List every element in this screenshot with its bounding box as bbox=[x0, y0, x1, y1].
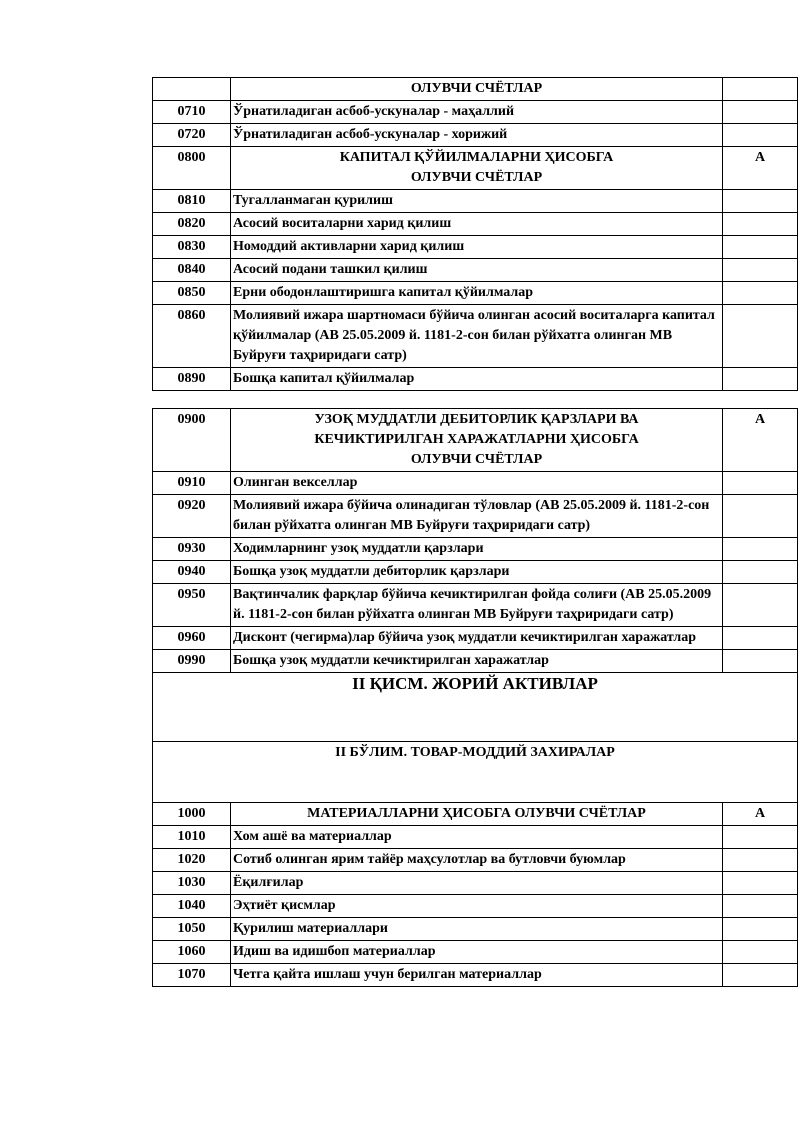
account-name: Идиш ва идишбоп материаллар bbox=[231, 941, 723, 964]
part-title: II ҚИСМ. ЖОРИЙ АКТИВЛАР bbox=[153, 673, 798, 742]
account-name: Ёқилғилар bbox=[231, 872, 723, 895]
account-code: 0940 bbox=[153, 561, 231, 584]
table-row bbox=[153, 964, 798, 987]
table-row bbox=[153, 826, 798, 849]
account-mark bbox=[723, 259, 798, 282]
account-code: 1050 bbox=[153, 918, 231, 941]
group-title-line: УЗОҚ МУДДАТЛИ ДЕБИТОРЛИК ҚАРЗЛАРИ ВА bbox=[314, 412, 639, 427]
account-name: Тугалланмаган қурилиш bbox=[231, 190, 723, 213]
account-code: 0910 bbox=[153, 472, 231, 495]
table-row bbox=[153, 941, 798, 964]
account-mark: А bbox=[723, 803, 798, 826]
account-mark bbox=[723, 627, 798, 650]
account-code: 1060 bbox=[153, 941, 231, 964]
account-name: Четга қайта ишлаш учун берилган материаллар bbox=[231, 964, 723, 987]
account-mark bbox=[723, 495, 798, 538]
account-name: Бошқа узоқ муддатли дебиторлик қарзлари bbox=[231, 561, 723, 584]
group-row bbox=[153, 409, 798, 472]
account-mark bbox=[723, 826, 798, 849]
account-name: Молиявий ижара шартномаси бўйича олинган асосий воситаларга капитал қўйилмалар (АВ 25.05.2009 й. 1181-2-сон билан рўйхатга олинган МВ Буйруғи таҳриридаги сатр) bbox=[231, 305, 723, 368]
table-row bbox=[153, 124, 798, 147]
account-name: Бошқа узоқ муддатли кечиктирилган харажатлар bbox=[231, 650, 723, 673]
table-row bbox=[153, 650, 798, 673]
table-row bbox=[153, 259, 798, 282]
account-name: Олинган векселлар bbox=[231, 472, 723, 495]
account-code: 0950 bbox=[153, 584, 231, 627]
table-row bbox=[153, 895, 798, 918]
table-row bbox=[153, 78, 798, 101]
table-row bbox=[153, 627, 798, 650]
group-title bbox=[231, 409, 723, 472]
account-code: 0810 bbox=[153, 190, 231, 213]
account-mark bbox=[723, 472, 798, 495]
table-row bbox=[153, 472, 798, 495]
table-row bbox=[153, 538, 798, 561]
table-row bbox=[153, 495, 798, 538]
account-code: 0800 bbox=[153, 147, 231, 190]
account-code bbox=[153, 78, 231, 101]
account-code: 0900 bbox=[153, 409, 231, 472]
account-name: Сотиб олинган ярим тайёр маҳсулотлар ва бутловчи буюмлар bbox=[231, 849, 723, 872]
account-mark bbox=[723, 895, 798, 918]
account-code: 1040 bbox=[153, 895, 231, 918]
account-code: 0890 bbox=[153, 368, 231, 391]
account-code: 0820 bbox=[153, 213, 231, 236]
account-code: 0990 bbox=[153, 650, 231, 673]
account-mark bbox=[723, 305, 798, 368]
account-code: 0860 bbox=[153, 305, 231, 368]
account-code: 1070 bbox=[153, 964, 231, 987]
account-mark bbox=[723, 124, 798, 147]
table-row bbox=[153, 282, 798, 305]
account-mark bbox=[723, 964, 798, 987]
account-mark: А bbox=[723, 147, 798, 190]
group-row bbox=[153, 803, 798, 826]
account-name: Номоддий активларни харид қилиш bbox=[231, 236, 723, 259]
account-name: Ўрнатиладиган асбоб-ускуналар - хорижий bbox=[231, 124, 723, 147]
account-mark bbox=[723, 650, 798, 673]
section-row bbox=[153, 742, 798, 803]
account-mark bbox=[723, 78, 798, 101]
account-mark bbox=[723, 368, 798, 391]
table-row bbox=[153, 872, 798, 895]
accounts-table-1 bbox=[152, 77, 798, 391]
account-name: Эҳтиёт қисмлар bbox=[231, 895, 723, 918]
section-title: II БЎЛИМ. ТОВАР-МОДДИЙ ЗАХИРАЛАР bbox=[153, 742, 798, 803]
account-mark bbox=[723, 538, 798, 561]
table-row bbox=[153, 368, 798, 391]
account-code: 0920 bbox=[153, 495, 231, 538]
group-title-line: КЕЧИКТИРИЛГАН ХАРАЖАТЛАРНИ ҲИСОБГА bbox=[314, 432, 639, 447]
table-row bbox=[153, 918, 798, 941]
group-row bbox=[153, 147, 798, 190]
account-name: Қурилиш материаллари bbox=[231, 918, 723, 941]
account-mark bbox=[723, 561, 798, 584]
account-code: 0830 bbox=[153, 236, 231, 259]
account-code: 1000 bbox=[153, 803, 231, 826]
table-row bbox=[153, 849, 798, 872]
table-row bbox=[153, 101, 798, 124]
account-name: Ходимларнинг узоқ муддатли қарзлари bbox=[231, 538, 723, 561]
table-row bbox=[153, 213, 798, 236]
account-mark bbox=[723, 190, 798, 213]
account-mark bbox=[723, 236, 798, 259]
account-mark bbox=[723, 849, 798, 872]
part-row bbox=[153, 673, 798, 742]
group-title-line: ОЛУВЧИ СЧЁТЛАР bbox=[410, 170, 543, 185]
account-code: 0960 bbox=[153, 627, 231, 650]
account-name: Бошқа капитал қўйилмалар bbox=[231, 368, 723, 391]
account-code: 0850 bbox=[153, 282, 231, 305]
account-mark bbox=[723, 213, 798, 236]
account-mark bbox=[723, 872, 798, 895]
account-name: Дисконт (чегирма)лар бўйича узоқ муддатли кечиктирилган харажатлар bbox=[231, 627, 723, 650]
account-code: 1010 bbox=[153, 826, 231, 849]
accounts-table-2 bbox=[152, 408, 798, 987]
account-name: Ерни ободонлаштиришга капитал қўйилмалар bbox=[231, 282, 723, 305]
account-name: Молиявий ижара бўйича олинадиган тўловлар (АВ 25.05.2009 й. 1181-2-сон билан рўйхатга олинган МВ Буйруғи таҳриридаги сатр) bbox=[231, 495, 723, 538]
account-code: 1030 bbox=[153, 872, 231, 895]
table-row bbox=[153, 305, 798, 368]
account-mark: А bbox=[723, 409, 798, 472]
account-name: Ўрнатиладиган асбоб-ускуналар - маҳаллий bbox=[231, 101, 723, 124]
account-code: 1020 bbox=[153, 849, 231, 872]
account-code: 0720 bbox=[153, 124, 231, 147]
account-code: 0840 bbox=[153, 259, 231, 282]
group-title-line: КАПИТАЛ ҚЎЙИЛМАЛАРНИ ҲИСОБГА bbox=[339, 150, 614, 165]
group-title-line: ОЛУВЧИ СЧЁТЛАР bbox=[410, 452, 543, 467]
table-row bbox=[153, 584, 798, 627]
table-row bbox=[153, 236, 798, 259]
group-title: ОЛУВЧИ СЧЁТЛАР bbox=[231, 78, 723, 101]
group-title: МАТЕРИАЛЛАРНИ ҲИСОБГА ОЛУВЧИ СЧЁТЛАР bbox=[231, 803, 723, 826]
account-mark bbox=[723, 941, 798, 964]
account-name: Асосий воситаларни харид қилиш bbox=[231, 213, 723, 236]
account-code: 0710 bbox=[153, 101, 231, 124]
account-mark bbox=[723, 101, 798, 124]
table-row bbox=[153, 190, 798, 213]
table-row bbox=[153, 561, 798, 584]
account-mark bbox=[723, 282, 798, 305]
account-mark bbox=[723, 918, 798, 941]
account-code: 0930 bbox=[153, 538, 231, 561]
group-title bbox=[231, 147, 723, 190]
account-name: Вақтинчалик фарқлар бўйича кечиктирилган фойда солиғи (АВ 25.05.2009 й. 1181-2-сон билан рўйхатга олинган МВ Буйруғи таҳриридаги сатр) bbox=[231, 584, 723, 627]
account-name: Хом ашё ва материаллар bbox=[231, 826, 723, 849]
account-name: Асосий подани ташкил қилиш bbox=[231, 259, 723, 282]
account-mark bbox=[723, 584, 798, 627]
